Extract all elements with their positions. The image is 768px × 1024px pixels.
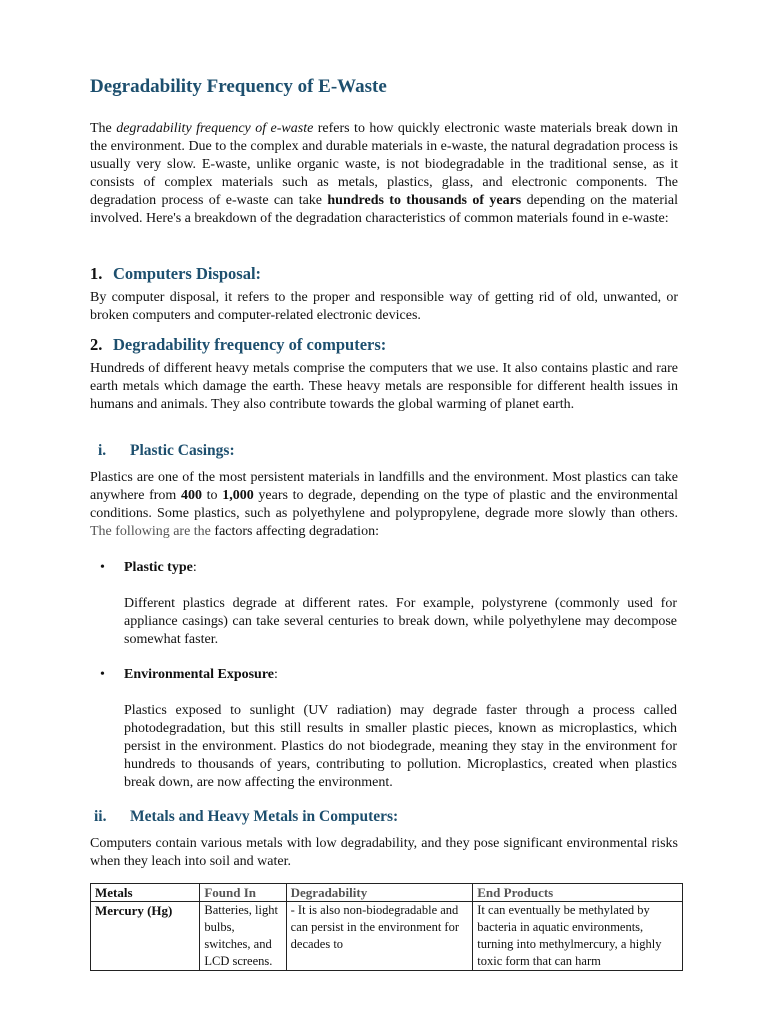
- subsection-ii-number: ii.: [94, 808, 107, 825]
- plastic-grey-text: The following are the: [90, 524, 211, 539]
- intro-bold-span: hundreds to thousands of years: [327, 193, 522, 208]
- subsection-ii-title: Metals and Heavy Metals in Computers:: [130, 808, 399, 825]
- table-cell-degradability: - It is also non-biodegradable and can persist in the environment for decades to: [286, 902, 473, 971]
- section-1-body: By computer disposal, it refers to the proper and responsible way of getting rid of old, unwanted, or broken computers and computer-related electronic devices.: [90, 290, 678, 323]
- bullet-dot-icon: •: [100, 667, 105, 682]
- subsection-i-number: i.: [98, 442, 107, 459]
- intro-text-3: depending on the material involved. Here's a breakdown of the degradation characteristics of common materials found in e-waste:: [90, 193, 678, 226]
- bullet-label-wrap: [124, 559, 197, 577]
- bullet-label: Environmental Exposure: [124, 667, 275, 682]
- bullet-plastic-type-text: Different plastics degrade at different rates. For example, polystyrene (commonly used for appliance casings) can take several centuries to break down, while polyethylene may decompose somewhat faster.: [124, 596, 677, 647]
- table-cell-found-in: Batteries, light bulbs, switches, and LCD screens.: [200, 902, 286, 971]
- subsection-i-heading: [90, 442, 490, 462]
- plastic-text-4: factors affecting degradation:: [210, 524, 379, 539]
- subsection-ii-heading: [90, 808, 490, 828]
- table-cell-end-products: It can eventually be methylated by bacteria in aquatic environments, turning into methylmercury, a highly toxic form that can harm: [473, 902, 683, 971]
- intro-text-2: refers to how quickly electronic waste materials break down in the environment. Due to the complex and durable materials in e-waste, the natural degradation process is usually very slow. E-waste, unlike organic waste, is not biodegradable in the traditional sense, as it consists of complex materials such as metals, plastics, glass, and electronic components. The degradation process of e-waste can take: [90, 121, 679, 208]
- bullet-suffix: :: [192, 560, 197, 575]
- bullet-environmental-exposure-text: Plastics exposed to sunlight (UV radiation) may degrade faster through a process called photodegradation, but this still results in smaller plastic pieces, known as microplastics, which persist in the environment. Plastics do not biodegrade, meaning they stay in the environment for hundreds to thousands of years, contributing to pollution. Microplastics, created when plastics break down, are now affecting the environment.: [124, 703, 677, 790]
- table-header-row: [91, 884, 683, 902]
- bullet-label-wrap: [124, 666, 278, 684]
- bullet-label: Plastic type: [124, 560, 193, 575]
- table-header-metals: Metals: [91, 884, 200, 902]
- plastic-bold-400: 400: [180, 488, 202, 503]
- subsection-i-title: Plastic Casings:: [130, 442, 235, 459]
- section-1-heading: [90, 264, 261, 284]
- section-1-title: Computers Disposal:: [113, 264, 262, 283]
- intro-italic-term: degradability frequency of e-waste: [116, 121, 314, 136]
- section-2-heading: [90, 335, 386, 355]
- page-title: Degradability Frequency of E-Waste: [90, 76, 387, 97]
- plastic-text-3: years to degrade, depending on the type of plastic and the environmental conditions. Some plastics, such as polyethylene and polypropylene, degrade more slowly than others.: [90, 488, 678, 521]
- table-header-found-in: Found In: [200, 884, 286, 902]
- plastic-text-2: to: [201, 488, 223, 503]
- bullet-dot-icon: •: [100, 560, 105, 575]
- table-header-end-products: End Products: [473, 884, 683, 902]
- subsection-ii-body: Computers contain various metals with low degradability, and they pose significant environmental risks when they leach into soil and water.: [90, 836, 678, 869]
- plastic-text-1: Plastics are one of the most persistent materials in landfills and the environment. Most plastics can take anywhere from: [90, 470, 678, 503]
- section-2-body: Hundreds of different heavy metals comprise the computers that we use. It also contains plastic and rare earth metals which damage the earth. These heavy metals are responsible for different health issues in humans and animals. They also contribute towards the global warming of planet earth.: [90, 361, 678, 412]
- plastic-bold-1000: 1,000: [222, 488, 254, 503]
- intro-text-1: The: [90, 121, 117, 136]
- intro-paragraph: [90, 120, 678, 228]
- bullet-suffix: :: [274, 667, 278, 682]
- table-header-degradability: Degradability: [286, 884, 473, 902]
- metals-table: [90, 883, 683, 971]
- section-2-number: 2.: [90, 335, 103, 354]
- subsection-i-body: [90, 469, 678, 541]
- table-row: [91, 902, 683, 971]
- section-2-title: Degradability frequency of computers:: [113, 335, 387, 354]
- table-cell-metal: Mercury (Hg): [91, 902, 200, 971]
- section-1-number: 1.: [90, 264, 103, 283]
